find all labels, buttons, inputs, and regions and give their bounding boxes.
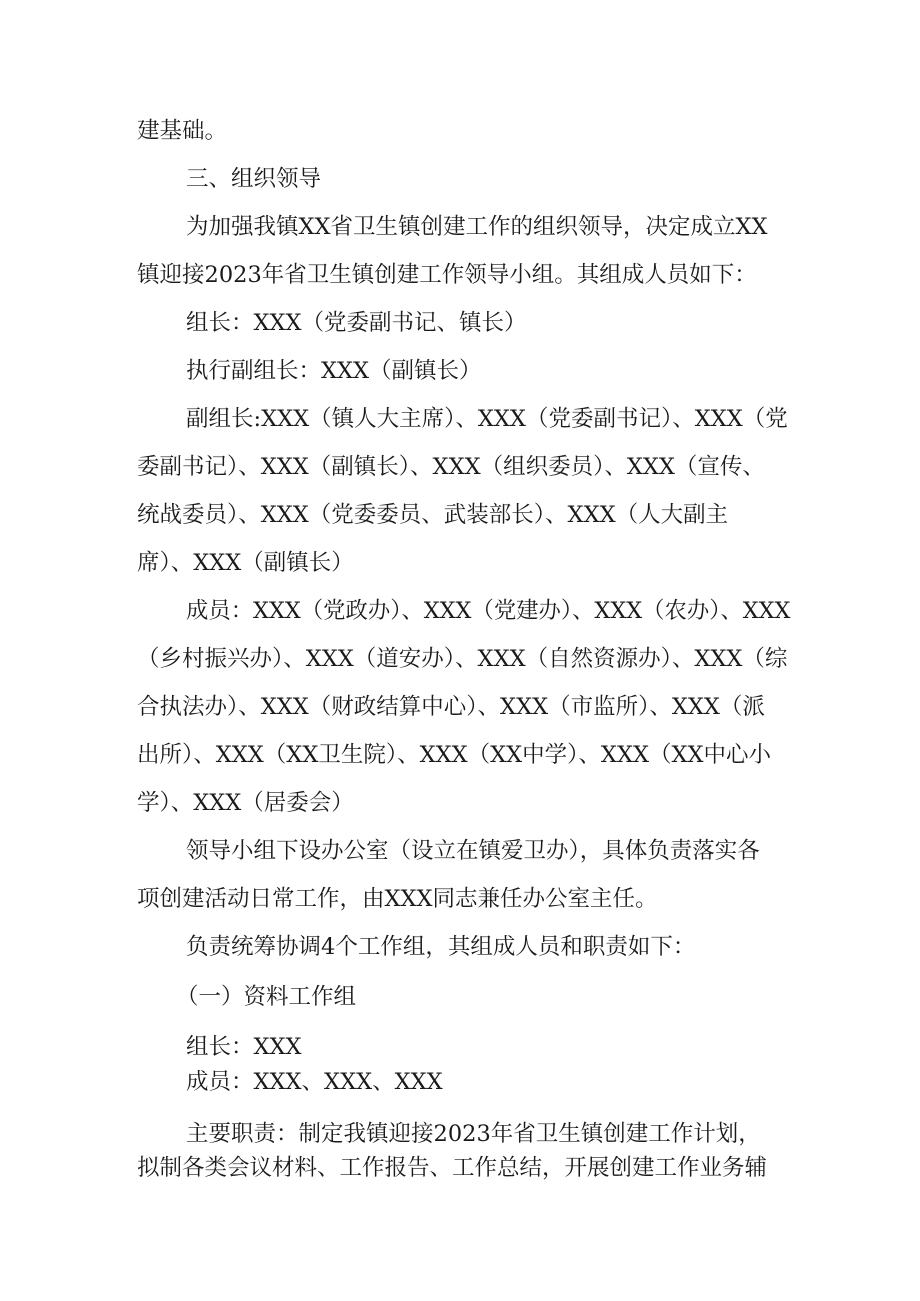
duties-line: 主要职责：制定我镇迎接2023年省卫生镇创建工作计划， <box>186 1121 761 1147</box>
deputy-leaders-line: 委副书记）、XXX（副镇长）、XXX（组织委员）、XXX（宣传、 <box>137 454 765 480</box>
working-groups-intro-line: 负责统筹协调4个工作组，其组成人员和职责如下： <box>186 934 696 960</box>
deputy-leaders-line: 副组长:XXX（镇人大主席）、XXX（党委副书记）、XXX（党 <box>186 406 788 432</box>
members-line: （乡村振兴办）、XXX（道安办）、XXX（自然资源办）、XXX（综 <box>137 646 788 672</box>
subsection-heading: （一）资料工作组 <box>176 984 357 1010</box>
section-heading: 三、组织领导 <box>186 166 322 192</box>
members-line: 合执法办）、XXX（财政结算中心）、XXX（市监所）、XXX（派 <box>137 694 765 720</box>
office-paragraph-line: 项创建活动日常工作，由XXX同志兼任办公室主任。 <box>137 886 658 912</box>
office-paragraph-line: 领导小组下设办公室（设立在镇爱卫办），具体负责落实各 <box>186 838 760 864</box>
paragraph-text: 为加强我镇XX省卫生镇创建工作的组织领导，决定成立XX <box>186 214 768 240</box>
group-members-line: 成员：XXX、XXX、XXX <box>186 1069 443 1095</box>
paragraph-line <box>186 212 786 242</box>
members-line: 出所）、XXX（XX卫生院）、XXX（XX中学）、XXX（XX中心小 <box>137 742 772 768</box>
members-line: 学）、XXX（居委会） <box>137 790 354 816</box>
executive-deputy-leader-line: 执行副组长：XXX（副镇长） <box>186 358 482 384</box>
paragraph-line: 镇迎接2023年省卫生镇创建工作领导小组。其组成人员如下： <box>137 262 757 288</box>
leader-line: 组长：XXX（党委副书记、镇长） <box>186 310 527 336</box>
group-leader-line: 组长：XXX <box>186 1034 302 1060</box>
members-line: 成员：XXX（党政办）、XXX（党建办）、XXX（农办）、XXX <box>186 598 791 624</box>
paragraph-continuation-line: 建基础。 <box>137 118 228 144</box>
deputy-leaders-line: 统战委员）、XXX（党委委员、武装部长）、XXX（人大副主 <box>137 502 729 528</box>
duties-line: 拟制各类会议材料、工作报告、工作总结，开展创建工作业务辅 <box>137 1155 768 1181</box>
deputy-leaders-line: 席）、XXX（副镇长） <box>137 550 354 576</box>
